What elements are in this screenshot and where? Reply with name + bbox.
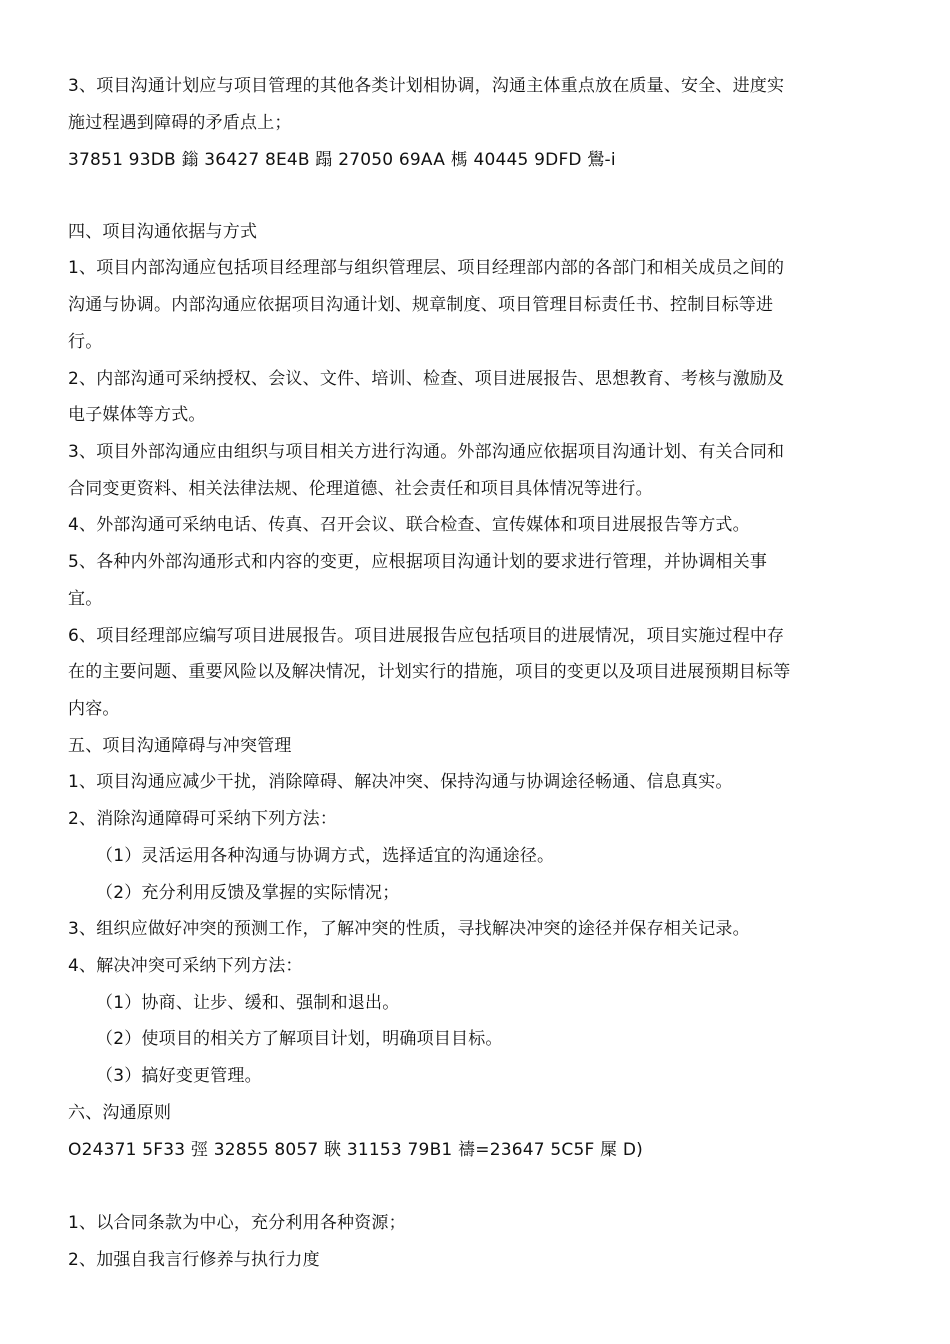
paragraph-line: 2、消除沟通障碍可采纳下列方法： [68,809,338,829]
list-item: （2）使项目的相关方了解项目计划，明确项目目标。 [96,1029,503,1049]
paragraph-line: 1、项目内部沟通应包括项目经理部与组织管理层、项目经理部内部的各部门和相关成员之间的 [68,258,785,278]
code-line: 37851 93DB 鎓 36427 8E4B 蹋 27050 69AA 榪 40445 9DFD 鷽-i [68,150,616,170]
paragraph-line: 2、内部沟通可采纳授权、会议、文件、培训、检查、项目进展报告、思想教育、考核与激励及 [68,369,785,389]
paragraph-line: 行。 [68,332,103,352]
list-item: （3）搞好变更管理。 [96,1066,262,1086]
list-item: （1）灵活运用各种沟通与协调方式，选择适宜的沟通途径。 [96,846,555,866]
paragraph-line: 5、各种内外部沟通形式和内容的变更，应根据项目沟通计划的要求进行管理，并协调相关事 [68,552,768,572]
section-heading: 五、项目沟通障碍与冲突管理 [68,736,292,756]
code-line: O24371 5F33 弳 32855 8057 聗 31153 79B1 禱=23647 5C5F 屟 D) [68,1140,643,1160]
section-heading: 四、项目沟通依据与方式 [68,222,258,242]
paragraph-line: 沟通与协调。内部沟通应依据项目沟通计划、规章制度、项目管理目标责任书、控制目标等进 [68,295,774,315]
paragraph-line: 2、加强自我言行修养与执行力度 [68,1250,320,1270]
paragraph-line: 合同变更资料、相关法律法规、伦理道德、社会责任和项目具体情况等进行。 [68,479,653,499]
paragraph-line: 6、项目经理部应编写项目进展报告。项目进展报告应包括项目的进展情况，项目实施过程中存 [68,626,785,646]
section-heading: 六、沟通原则 [68,1103,172,1123]
paragraph-line: 宜。 [68,589,103,609]
paragraph-line: 内容。 [68,699,120,719]
paragraph-line: 3、项目沟通计划应与项目管理的其他各类计划相协调，沟通主体重点放在质量、安全、进度实 [68,76,785,96]
paragraph-line: 电子媒体等方式。 [68,405,206,425]
paragraph-line: 在的主要问题、重要风险以及解决情况，计划实行的措施，项目的变更以及项目进展预期目标等 [68,662,791,682]
list-item: （2）充分利用反馈及掌握的实际情况； [96,883,400,903]
paragraph-line: 4、解决冲突可采纳下列方法： [68,956,303,976]
list-item: （1）协商、让步、缓和、强制和退出。 [96,993,400,1013]
paragraph-line: 4、外部沟通可采纳电话、传真、召开会议、联合检查、宣传媒体和项目进展报告等方式。 [68,515,750,535]
paragraph-line: 1、项目沟通应减少干扰，消除障碍、解决冲突、保持沟通与协调途径畅通、信息真实。 [68,772,733,792]
paragraph-line: 3、项目外部沟通应由组织与项目相关方进行沟通。外部沟通应依据项目沟通计划、有关合同和 [68,442,785,462]
paragraph-line: 施过程遇到障碍的矛盾点上； [68,113,292,133]
paragraph-line: 3、组织应做好冲突的预测工作，了解冲突的性质，寻找解决冲突的途径并保存相关记录。 [68,919,750,939]
paragraph-line: 1、以合同条款为中心，充分利用各种资源； [68,1213,406,1233]
